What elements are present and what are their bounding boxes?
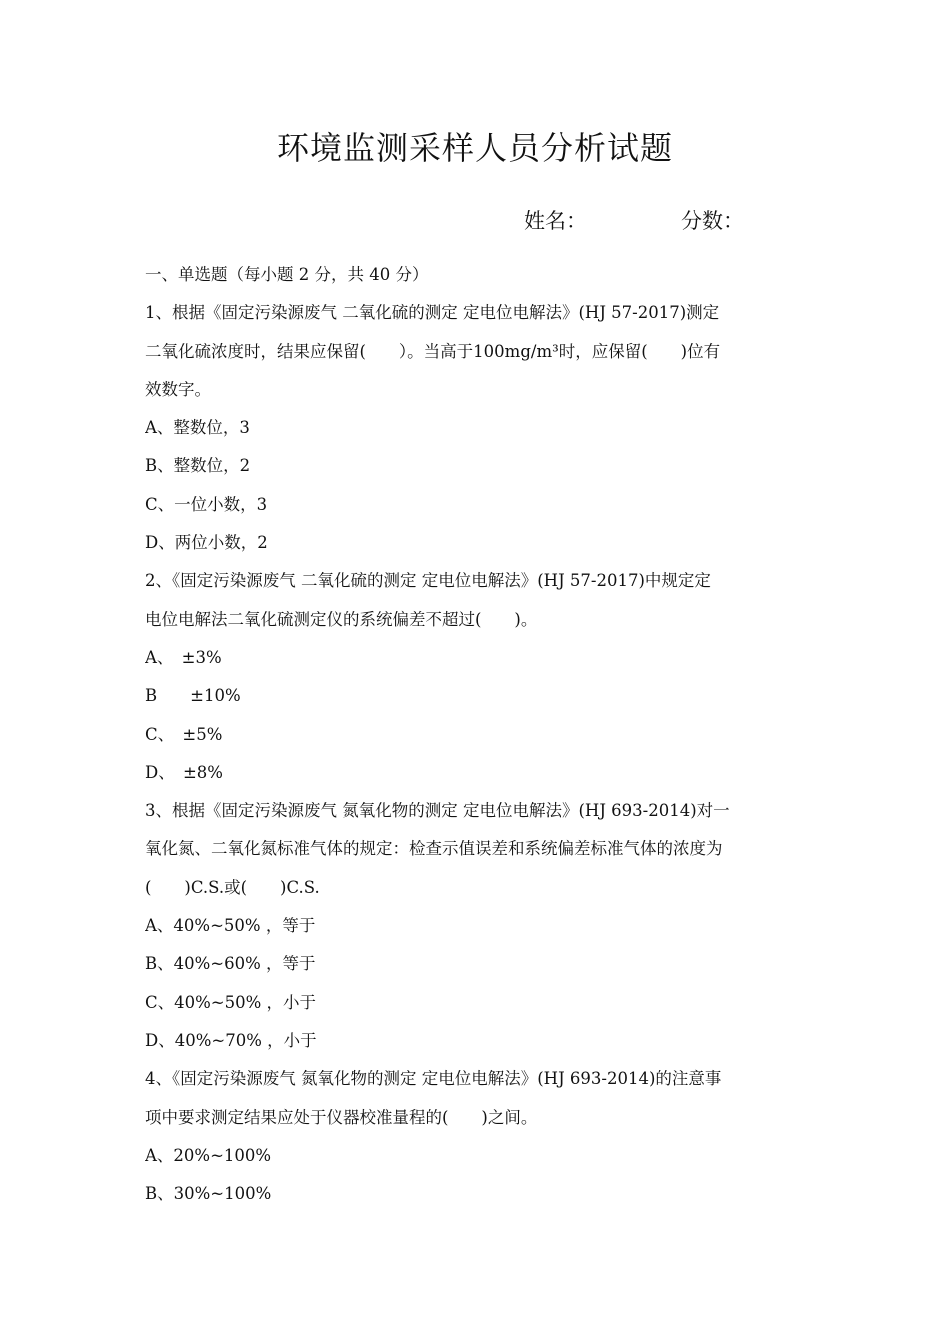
question-text-line: 2、《固定污染源废气 二氧化硫的测定 定电位电解法》(HJ 57-2017)中规定定 (145, 571, 711, 591)
option-b: B、40%~60% ，等于 (145, 954, 316, 974)
option-a: A、20%~100% (145, 1145, 272, 1165)
score-label: 分数： (681, 209, 744, 233)
question-text-line: ( )C.S.或( )C.S. (145, 877, 320, 897)
option-d: D、 ±8% (145, 762, 223, 782)
question-4 (145, 1060, 810, 1213)
option-b: B、整数位，2 (145, 456, 251, 476)
question-text-line: 4、《固定污染源废气 氮氧化物的测定 定电位电解法》(HJ 693-2014)的注意事 (145, 1069, 722, 1089)
question-1 (145, 294, 810, 562)
question-text-line: 效数字。 (145, 379, 211, 399)
option-c: C、 ±5% (145, 724, 223, 744)
question-text-line: 电位电解法二氧化硫测定仪的系统偏差不超过( )。 (145, 609, 538, 629)
question-3 (145, 792, 810, 1060)
option-d: D、40%~70% ，小于 (145, 1030, 317, 1050)
option-b: B、30%~100% (145, 1184, 272, 1204)
option-b: B ±10% (145, 686, 241, 706)
question-text-line: 氧化氮、二氧化氮标准气体的规定：检查示值误差和系统偏差标准气体的浓度为 (145, 839, 723, 859)
option-a: A、整数位，3 (145, 418, 250, 438)
question-text-line: 二氧化硫浓度时，结果应保留( ）。当高于100mg/m³时，应保留( )位有 (145, 341, 721, 361)
option-a: A、40%~50% ，等于 (145, 916, 316, 936)
question-text-line: 3、根据《固定污染源废气 氮氧化物的测定 定电位电解法》(HJ 693-2014)对一 (145, 801, 730, 821)
option-c: C、40%~50% ，小于 (145, 992, 317, 1012)
option-c: C、一位小数，3 (145, 494, 268, 514)
question-text-line: 项中要求测定结果应处于仪器校准量程的( )之间。 (145, 1107, 538, 1127)
question-list (145, 256, 810, 1213)
question-text-line: 1、根据《固定污染源废气 二氧化硫的测定 定电位电解法》(HJ 57-2017)测定 (145, 303, 720, 323)
option-a: A、 ±3% (145, 647, 222, 667)
section-title: 一、单选题（每小题 2 分，共 40 分） (145, 265, 429, 284)
document-title: 环境监测采样人员分析试题 (276, 129, 673, 167)
name-label: 姓名： (524, 209, 587, 233)
question-2 (145, 562, 810, 792)
option-d: D、两位小数，2 (145, 533, 268, 553)
